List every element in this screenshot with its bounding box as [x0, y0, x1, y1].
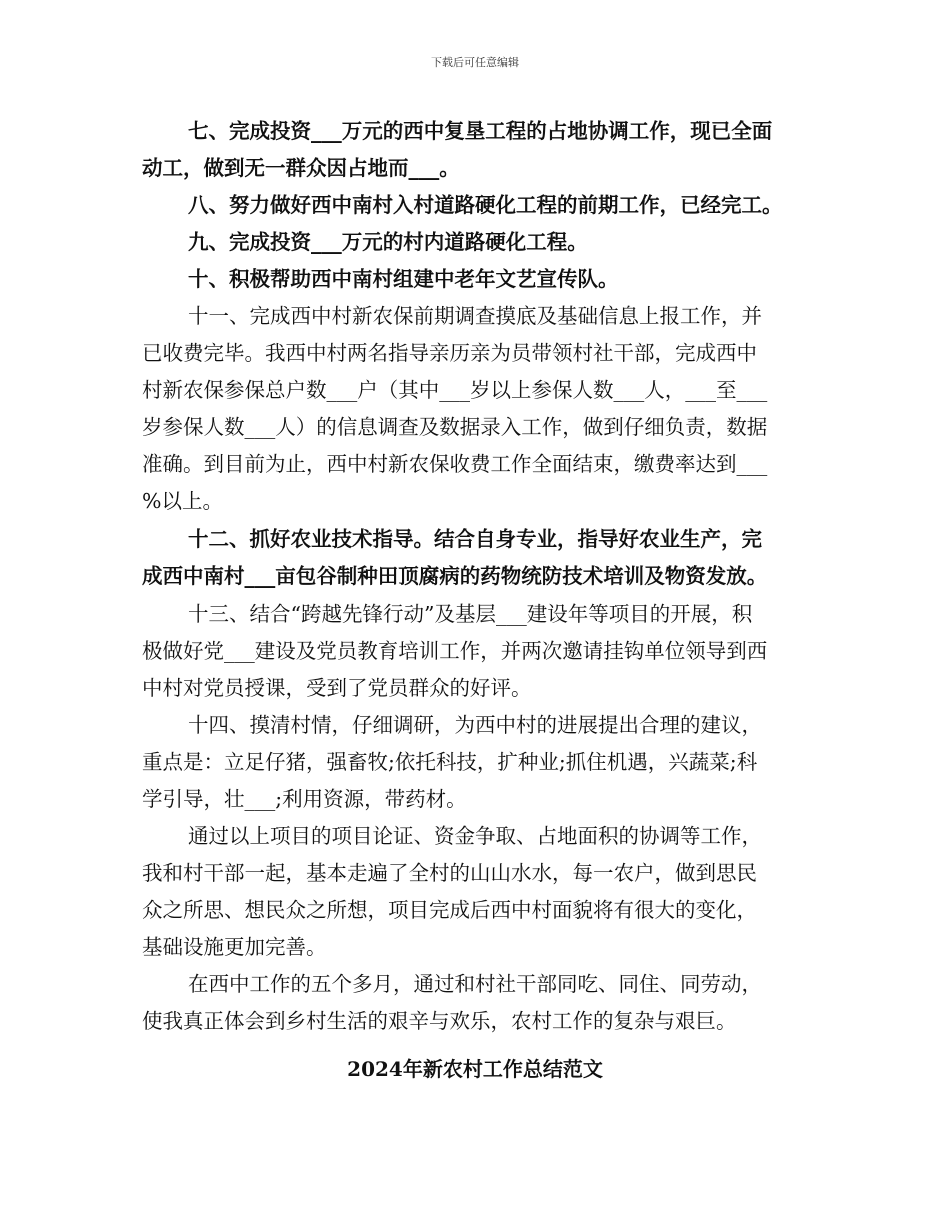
page-header: 下载后可任意编辑 [431, 56, 519, 69]
paragraph-line: 成西中南村___亩包谷制种田顶腐病的药物统防技术培训及物资发放。 [142, 564, 768, 588]
paragraph-line: 八、努力做好西中南村入村道路硬化工程的前期工作，已经完工。 [188, 193, 783, 217]
paragraph-line: 我和村干部一起，基本走遍了全村的山山水水，每一农户，做到思民 [142, 861, 757, 885]
section-title: 2024年新农村工作总结范文 [347, 1057, 603, 1081]
paragraph-line: 中村对党员授课，受到了党员群众的好评。 [142, 676, 532, 700]
paragraph-line: 准确。到目前为止，西中村新农保收费工作全面结束，缴费率达到___ [142, 452, 768, 476]
paragraph-line: 十三、结合“跨越先锋行动”及基层___建设年等项目的开展，积 [188, 602, 753, 626]
paragraph-line: 十一、完成西中村新农保前期调查摸底及基础信息上报工作，并 [188, 304, 762, 328]
paragraph-line: 十四、摸清村情，仔细调研，为西中村的进展提出合理的建议， [188, 713, 762, 737]
paragraph-line: 学引导，壮___;利用资源，带药材。 [142, 787, 467, 811]
paragraph-line: 七、完成投资___万元的西中复垦工程的占地协调工作，现已全面 [188, 119, 773, 143]
paragraph-line: 在西中工作的五个多月，通过和村社干部同吃、同住、同劳动， [188, 972, 762, 996]
paragraph-line: 极做好党___建设及党员教育培训工作，并两次邀请挂钩单位领导到西 [142, 639, 768, 663]
paragraph-line: 已收费完毕。我西中村两名指导亲历亲为员带领村社干部，完成西中 [142, 341, 757, 365]
paragraph-line: 十二、抓好农业技术指导。结合自身专业，指导好农业生产，完 [188, 527, 762, 551]
paragraph-line: 基础设施更加完善。 [142, 935, 327, 959]
paragraph-line: %以上。 [142, 489, 223, 513]
paragraph-line: 村新农保参保总户数___户（其中___岁以上参保人数___人，___至___ [142, 378, 768, 402]
paragraph-line: 十、积极帮助西中南村组建中老年文艺宣传队。 [188, 267, 619, 291]
paragraph-line: 九、完成投资___万元的村内道路硬化工程。 [188, 230, 588, 254]
paragraph-line: 重点是：立足仔猪，强畜牧;依托科技，扩种业;抓住机遇，兴蔬菜;科 [142, 750, 758, 774]
paragraph-line: 众之所思、想民众之所想，项目完成后西中村面貌将有很大的变化， [142, 898, 757, 922]
paragraph-line: 通过以上项目的项目论证、资金争取、占地面积的协调等工作， [188, 824, 762, 848]
paragraph-line: 动工，做到无一群众因占地而___。 [142, 156, 460, 180]
paragraph-line: 岁参保人数___人）的信息调查及数据录入工作，做到仔细负责，数据 [142, 415, 768, 439]
paragraph-line: 使我真正体会到乡村生活的艰辛与欢乐，农村工作的复杂与艰巨。 [142, 1009, 737, 1033]
